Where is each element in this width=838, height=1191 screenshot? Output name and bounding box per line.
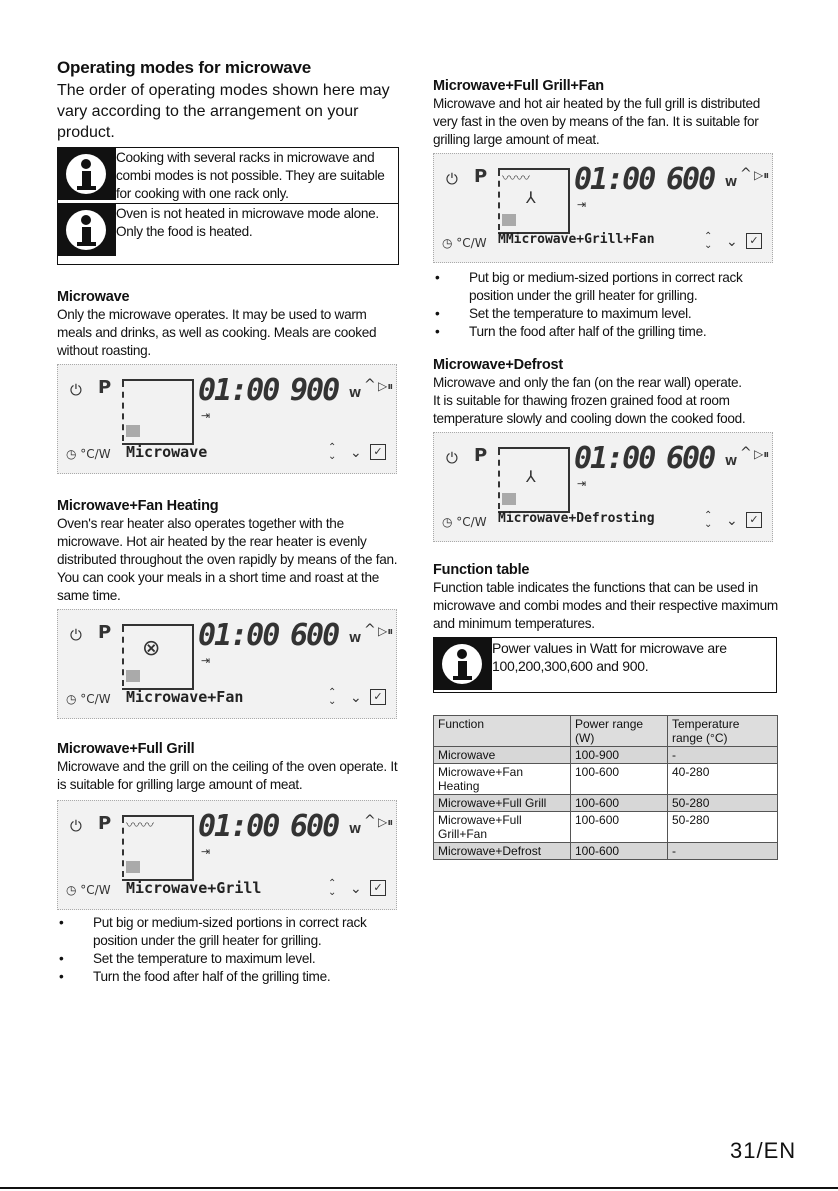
left-column [57,58,402,986]
table-cell: Microwave+Full Grill [434,795,571,812]
check-icon: ✓ [370,880,386,896]
fan-icon: ⊗ [142,636,161,661]
info-icon [434,638,492,690]
play-pause-icon: ▷⏸ [378,815,394,829]
watt-unit: W [349,823,362,836]
table-cell: Microwave+Fan Heating [434,764,571,795]
table-cell: 100-600 [571,843,668,860]
bullet-list [57,914,402,986]
updown-icon: ⌃ ⌄ [328,687,337,707]
section-title: Microwave+Full Grill+Fan [433,78,604,94]
lcd-power: 600 [666,441,715,476]
page-title: Operating modes for microwave [57,58,311,77]
watt-unit: W [349,632,362,645]
fan-icon: ⅄ [526,467,536,486]
table-row [434,795,778,812]
lcd-display [57,609,397,719]
watt-unit: W [349,387,362,400]
end-arrow-icon: ⇥ [577,477,587,490]
table-cell: - [668,843,778,860]
program-label: P [474,166,488,187]
table-header: Temperature range (°C) [668,716,778,747]
lcd-mode: Microwave+Defrosting [498,511,655,526]
power-icon: ⏻ [70,626,82,644]
section-body: It is suitable for thawing frozen grained food at room temperature slowly and cooling down the cooked food. [433,393,746,426]
table-cell: Microwave+Defrost [434,843,571,860]
lcd-time: 01:00 [574,441,655,476]
list-item: • Turn the food after half of the grilling time. [57,968,402,986]
table-row [434,747,778,764]
oven-frame-icon [122,379,194,445]
clock-temp-icon: ◷ °C/W [66,692,111,706]
play-pause-icon: ▷⏸ [378,379,394,393]
oven-frame-icon [122,815,194,881]
up-arrow-icon: ^ [364,377,376,393]
lcd-power: 600 [666,162,715,197]
info-row [58,203,398,264]
right-column [433,78,779,860]
up-arrow-icon: ^ [740,445,752,461]
bullet-list [433,269,779,341]
section-title: Microwave+Full Grill [57,741,195,757]
section-body: Microwave and hot air heated by the full grill is distributed very fast in the oven by means of the fan. It is suitable for grilling large amount of meat. [433,96,761,147]
section-body: Function table indicates the functions that can be used in microwave and combi modes and their respective maximum and minimum temperatures. [433,580,778,631]
lcd-mode: Microwave+Grill [126,879,262,897]
play-pause-icon: ▷⏸ [754,447,770,461]
section-body: Oven's rear heater also operates together with the microwave. Hot air heated by the rear heater is evenly distributed throughout the oven rapidly by means of the fan. You can cook your meals in a short time and roast at the same time. [57,516,398,603]
lcd-power: 600 [290,809,339,844]
lcd-mode: Microwave+Fan [126,688,244,706]
up-arrow-icon: ^ [364,622,376,638]
table-cell: 100-600 [571,795,668,812]
table-header: Power range (W) [571,716,668,747]
program-label: P [474,445,488,466]
section-title: Microwave [57,289,130,305]
oven-frame-icon [498,447,570,513]
info-row [58,148,398,203]
lcd-mode: MMicrowave+Grill+Fan [498,232,655,247]
lcd-display [433,432,773,542]
info-row [434,638,776,692]
lcd-display [57,364,397,474]
check-icon: ✓ [746,512,762,528]
list-item: • Put big or medium-sized portions in correct rack position under the grill heater for grilling. [57,914,402,950]
footer-rule [0,1187,838,1189]
lcd-time: 01:00 [574,162,655,197]
lcd-power: 600 [290,618,339,653]
section-title: Microwave+Fan Heating [57,498,219,514]
updown-icon: ⌃ ⌄ [704,510,713,530]
check-icon: ✓ [370,689,386,705]
up-arrow-icon: ^ [364,813,376,829]
end-arrow-icon: ⇥ [201,845,211,858]
table-cell: 100-600 [571,812,668,843]
up-arrow-icon: ^ [740,166,752,182]
table-cell: 40-280 [668,764,778,795]
clock-temp-icon: ◷ °C/W [442,515,487,529]
lcd-power: 900 [290,373,339,408]
section-body: Microwave and only the fan (on the rear wall) operate. [433,375,742,390]
info-text: Power values in Watt for microwave are 100,200,300,600 and 900. [492,640,727,674]
down-arrow-icon: ⌄ [726,234,738,250]
function-table [433,715,778,860]
oven-frame-icon [498,168,570,234]
program-label: P [98,377,112,398]
section-body: Microwave and the grill on the ceiling of the oven operate. It is suitable for grilling large amount of meat. [57,759,398,792]
table-header: Function [434,716,571,747]
table-cell: - [668,747,778,764]
page-number: 31/EN [730,1138,797,1163]
section-body: Only the microwave operates. It may be used to warm meals and drinks, as well as cooking. Meals are cooked without roasting. [57,307,377,358]
power-icon: ⏻ [70,381,82,399]
intro-text: The order of operating modes shown here may vary according to the arrangement on your product. [57,82,390,141]
watt-unit: W [725,176,738,189]
table-row [434,812,778,843]
table-cell: 100-900 [571,747,668,764]
program-label: P [98,622,112,643]
grill-icon: 〰〰 [502,171,530,187]
program-label: P [98,813,112,834]
info-text: Cooking with several racks in microwave and combi modes is not possible. They are suitable for cooking with one rack only. [116,150,385,201]
info-box [57,147,399,265]
end-arrow-icon: ⇥ [577,198,587,211]
play-pause-icon: ▷⏸ [378,624,394,638]
lcd-time: 01:00 [198,809,279,844]
down-arrow-icon: ⌄ [350,690,362,706]
table-cell: Microwave+Full Grill+Fan [434,812,571,843]
down-arrow-icon: ⌄ [726,513,738,529]
table-cell: 100-600 [571,764,668,795]
updown-icon: ⌃ ⌄ [704,231,713,251]
down-arrow-icon: ⌄ [350,881,362,897]
info-icon [58,148,116,200]
updown-icon: ⌃ ⌄ [328,878,337,898]
info-box [433,637,777,693]
clock-temp-icon: ◷ °C/W [442,236,487,250]
list-item: • Put big or medium-sized portions in correct rack position under the grill heater for grilling. [433,269,779,305]
table-cell: 50-280 [668,795,778,812]
section-title: Microwave+Defrost [433,357,563,373]
end-arrow-icon: ⇥ [201,654,211,667]
section-title: Function table [433,562,530,578]
info-text: Oven is not heated in microwave mode alone. Only the food is heated. [116,206,379,239]
table-cell: Microwave [434,747,571,764]
watt-unit: W [725,455,738,468]
lcd-mode: Microwave [126,443,208,461]
check-icon: ✓ [746,233,762,249]
list-item: • Set the temperature to maximum level. [433,305,779,323]
list-item: • Set the temperature to maximum level. [57,950,402,968]
info-icon [58,204,116,256]
end-arrow-icon: ⇥ [201,409,211,422]
lcd-display [57,800,397,910]
grill-icon: 〰〰 [126,818,154,834]
power-icon: ⏻ [446,449,458,467]
table-row [434,843,778,860]
clock-temp-icon: ◷ °C/W [66,447,111,461]
check-icon: ✓ [370,444,386,460]
down-arrow-icon: ⌄ [350,445,362,461]
lcd-time: 01:00 [198,373,279,408]
table-cell: 50-280 [668,812,778,843]
power-icon: ⏻ [446,170,458,188]
table-header-row [434,716,778,747]
clock-temp-icon: ◷ °C/W [66,883,111,897]
lcd-display [433,153,773,263]
updown-icon: ⌃ ⌄ [328,442,337,462]
play-pause-icon: ▷⏸ [754,168,770,182]
power-icon: ⏻ [70,817,82,835]
oven-frame-icon [122,624,194,690]
table-row [434,764,778,795]
fan-icon: ⅄ [526,188,536,207]
list-item: • Turn the food after half of the grilling time. [433,323,779,341]
lcd-time: 01:00 [198,618,279,653]
